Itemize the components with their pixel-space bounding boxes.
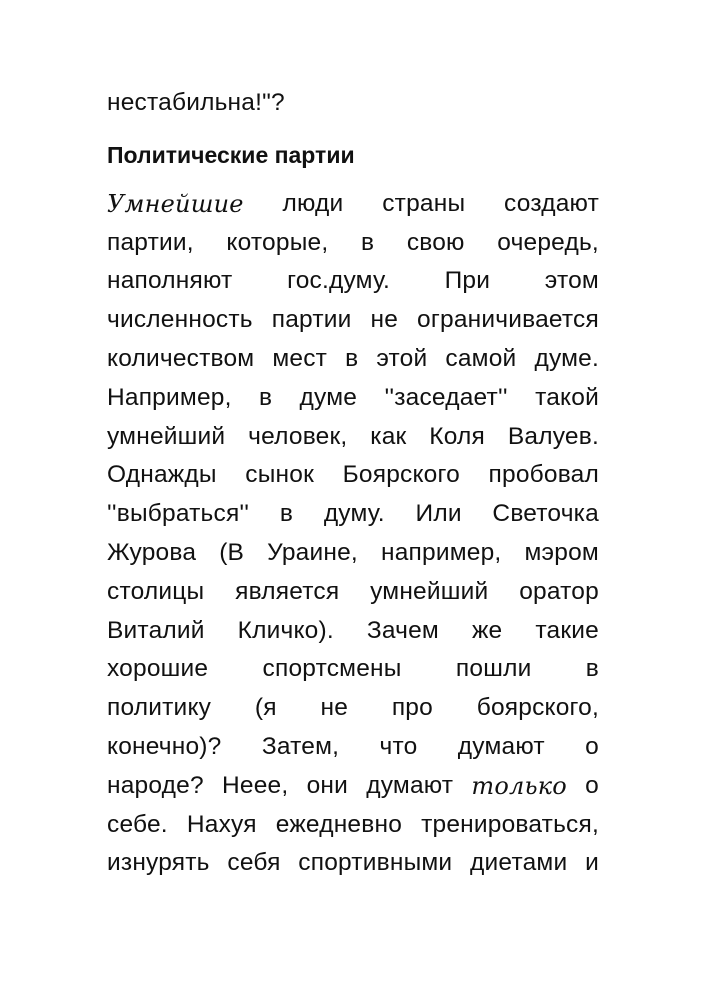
word: думе [299,383,358,411]
word: изнурять [107,849,210,877]
previous-paragraph-end [107,84,599,123]
word: хорошие [107,655,209,683]
word: пробовал [488,461,599,489]
word: в [360,228,375,256]
word: создают [504,189,599,217]
text-line [107,418,599,457]
word: конечно)? [107,732,222,760]
word: При [444,267,491,295]
word: Или [415,500,462,528]
word: Виталий [107,616,205,644]
word: (В [219,538,245,566]
text-line [107,456,599,495]
word: партии [271,306,352,334]
word: очередь, [497,228,599,256]
word: ежедневно [275,810,403,838]
text-line [107,262,599,301]
word: такой [535,383,599,411]
word: сынок [245,461,315,489]
text-line: нестабильна!"? [107,89,285,116]
italic-word: только [471,771,567,800]
text-line [107,689,599,728]
word: не [320,694,349,722]
word: свою [406,228,465,256]
italic-word: Умнейшие [107,189,244,218]
text-line [107,379,599,418]
word: Светочка [492,500,599,528]
document-page [107,84,599,883]
word: пошли [455,655,532,683]
text-line [107,185,599,224]
word: о [585,732,599,760]
word: спортсмены [262,655,402,683]
word: и [585,849,599,877]
word: этой [376,344,428,372]
text-line [107,612,599,651]
word: наполняют [107,267,233,295]
text-line [107,301,599,340]
word: Боярского [342,461,460,489]
word: не [370,306,399,334]
text-line [107,340,599,379]
word: думу. [323,500,385,528]
word: в [279,500,294,528]
word: (я [254,694,277,722]
word: Однажды [107,461,217,489]
word: тренироваться, [421,810,599,838]
text-line [107,224,599,263]
text-line [107,534,599,573]
word: умнейший [370,577,489,605]
word: гос.думу. [287,267,390,295]
word: Ураине, [267,538,358,566]
word: которые, [226,228,329,256]
word: самой [445,344,517,372]
word: является [235,577,340,605]
word: ограничивается [417,306,599,334]
word: столицы [107,577,205,605]
word: в [258,383,273,411]
word: себя [227,849,281,877]
section-heading: Политические партии [107,141,355,168]
text-line [107,495,599,534]
word: мэром [524,538,599,566]
word: Затем, [261,732,340,760]
word: Валуев. [507,422,599,450]
text-line [107,573,599,612]
word: Кличко). [237,616,334,644]
word: думают [366,771,454,799]
word: ''выбраться'' [107,500,250,528]
text-line [107,806,599,845]
word: диетами [470,849,568,877]
word: как [370,422,407,450]
word: партии, [107,228,194,256]
word: Журова [107,538,197,566]
word: ''заседает'' [384,383,508,411]
paragraph [107,185,599,883]
word: про [391,694,433,722]
word: думают [457,732,545,760]
word: мест [272,344,328,372]
word: Зачем [366,616,439,644]
word: количеством [107,344,255,372]
word: думе. [534,344,599,372]
word: оратор [519,577,599,605]
word: они [306,771,349,799]
word: боярского, [476,694,599,722]
word: численность [107,306,253,334]
word: Нахуя [186,810,257,838]
word: Например, [107,383,232,411]
text-line [107,767,599,806]
word: такие [535,616,599,644]
word: себе. [107,810,168,838]
word: что [379,732,418,760]
word: в [345,344,359,372]
text-line [107,728,599,767]
word: народе? [107,771,204,799]
word: же [471,616,503,644]
word: спортивными [298,849,453,877]
word: например, [381,538,502,566]
word: политику [107,694,212,722]
word: Неее, [222,771,289,799]
word: в [585,655,599,683]
word: люди [282,189,344,217]
word: о [585,771,599,799]
text-line [107,650,599,689]
word: страны [382,189,466,217]
word: умнейший [107,422,226,450]
word: Коля [429,422,486,450]
word: этом [544,267,599,295]
text-line [107,844,599,883]
word: человек, [248,422,348,450]
